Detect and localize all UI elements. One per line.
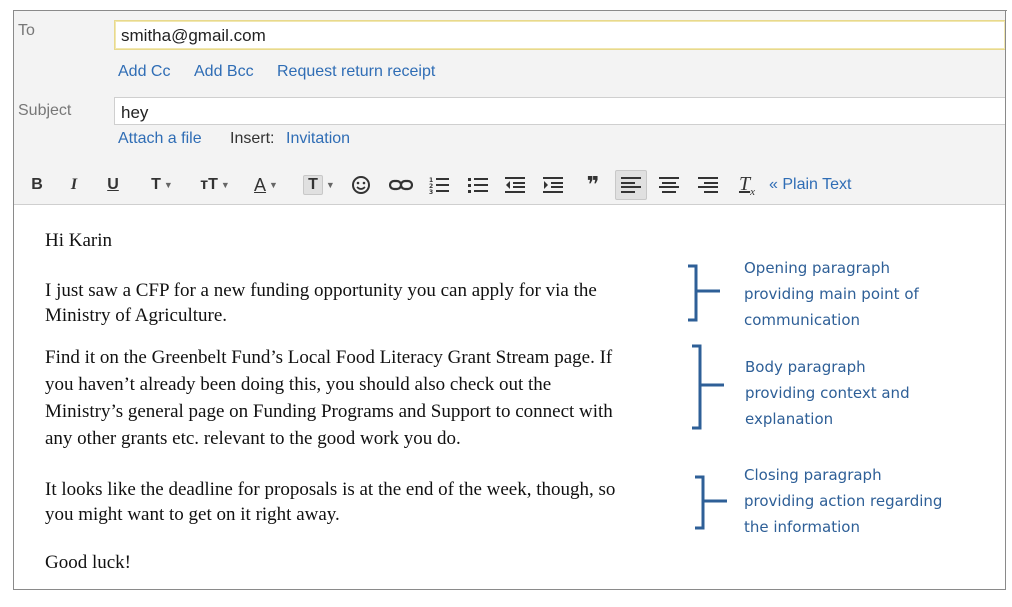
closing-paragraph	[45, 477, 615, 527]
opening-paragraph	[45, 278, 597, 328]
subject-value: hey	[121, 103, 149, 122]
align-right-button[interactable]	[697, 174, 719, 196]
chevron-down-icon: ▼	[220, 180, 230, 190]
remove-formatting-icon: $T_x$	[738, 172, 755, 198]
paragraph-line: I just saw a CFP for a new funding opportunity you can apply for via the	[45, 280, 597, 301]
font-button[interactable]	[142, 174, 182, 196]
invitation-link[interactable]: Invitation	[286, 130, 351, 147]
link-icon	[389, 178, 413, 192]
paragraph-line: you haven’t already been doing this, you should also check out the	[45, 374, 552, 395]
emoji-icon	[351, 175, 371, 195]
align-left-button[interactable]	[615, 170, 647, 200]
align-left-icon	[621, 177, 641, 193]
annotation-line: Opening paragraph	[744, 259, 891, 277]
indent-less-icon	[505, 177, 525, 193]
link-button[interactable]	[388, 174, 414, 196]
paragraph-line: It looks like the deadline for proposals is at the end of the week, though, so	[45, 479, 616, 500]
closing-brace-icon	[691, 475, 735, 530]
annotation-line: the information	[744, 518, 860, 536]
paragraph-line: Find it on the Greenbelt Fund’s Local Food Literacy Grant Stream page. If	[45, 347, 613, 368]
top-border	[14, 10, 1007, 11]
body-annotation	[745, 354, 910, 432]
font-size-icon: тT	[200, 176, 218, 193]
remove-formatting-button[interactable]	[735, 174, 759, 196]
plain-text-link[interactable]: « Plain Text	[769, 176, 852, 193]
attach-file-link[interactable]: Attach a file	[118, 130, 202, 147]
bulleted-list-button[interactable]	[467, 174, 489, 196]
opening-annotation	[744, 255, 919, 333]
body-brace-icon	[688, 344, 732, 430]
indent-more-icon	[543, 177, 563, 193]
request-receipt-link[interactable]: Request return receipt	[277, 63, 436, 80]
paragraph-line: you might want to get on it right away.	[45, 504, 340, 525]
underline-icon: U	[107, 176, 119, 193]
chevron-down-icon: ▼	[269, 180, 278, 190]
svg-text:2: 2	[429, 183, 434, 190]
bold-button[interactable]	[28, 174, 46, 196]
email-compose-window	[13, 10, 1006, 590]
align-center-button[interactable]	[658, 174, 680, 196]
chevron-down-icon: ▼	[163, 180, 173, 190]
numbered-list-button[interactable]	[428, 174, 450, 196]
to-value: smitha@gmail.com	[121, 26, 266, 45]
font-icon: T	[151, 176, 161, 193]
opening-brace-icon	[684, 264, 728, 322]
font-size-button[interactable]	[194, 174, 236, 196]
align-center-icon	[659, 177, 679, 193]
italic-button[interactable]	[65, 174, 83, 196]
highlight-icon: T	[303, 175, 323, 195]
align-right-icon	[698, 177, 718, 193]
indent-more-button[interactable]	[542, 174, 564, 196]
compose-header	[14, 10, 1005, 204]
svg-text:3: 3	[429, 189, 434, 194]
highlight-color-button[interactable]	[297, 174, 341, 196]
subject-field[interactable]	[114, 97, 1005, 125]
body-paragraph	[45, 344, 613, 452]
annotation-line: providing context and	[745, 384, 910, 402]
chevron-down-icon: ▼	[325, 180, 335, 190]
emoji-button[interactable]	[350, 174, 372, 196]
underline-button[interactable]	[104, 174, 122, 196]
header-divider	[14, 204, 1005, 205]
svg-text:1: 1	[429, 177, 434, 184]
to-field[interactable]	[114, 20, 1005, 50]
annotation-line: providing main point of	[744, 285, 919, 303]
signoff-text: Good luck!	[45, 552, 132, 573]
insert-label: Insert:	[230, 130, 275, 147]
to-label: To	[18, 22, 35, 39]
subject-label: Subject	[18, 102, 72, 119]
italic-icon: I	[70, 176, 78, 193]
paragraph-line: Ministry’s general page on Funding Programs and Support to connect with	[45, 401, 613, 422]
numbered-list-icon	[429, 176, 449, 194]
add-cc-link[interactable]: Add Cc	[118, 63, 171, 80]
indent-less-button[interactable]	[504, 174, 526, 196]
quote-button[interactable]	[582, 174, 604, 196]
annotation-line: communication	[744, 311, 861, 329]
text-color-icon: A	[254, 174, 267, 195]
paragraph-line: any other grants etc. relevant to the good work you do.	[45, 428, 461, 449]
annotation-line: providing action regarding	[744, 492, 943, 510]
paragraph-line: Ministry of Agriculture.	[45, 305, 228, 326]
greeting-text: Hi Karin	[45, 230, 113, 251]
text-color-button[interactable]	[244, 174, 288, 196]
closing-annotation	[744, 462, 942, 540]
add-bcc-link[interactable]: Add Bcc	[194, 63, 254, 80]
bold-icon: B	[31, 176, 43, 193]
bulleted-list-icon	[468, 176, 488, 194]
quote-icon: ❞	[586, 172, 600, 198]
annotation-line: Closing paragraph	[744, 466, 882, 484]
annotation-line: Body paragraph	[745, 358, 866, 376]
annotation-line: explanation	[745, 410, 834, 428]
